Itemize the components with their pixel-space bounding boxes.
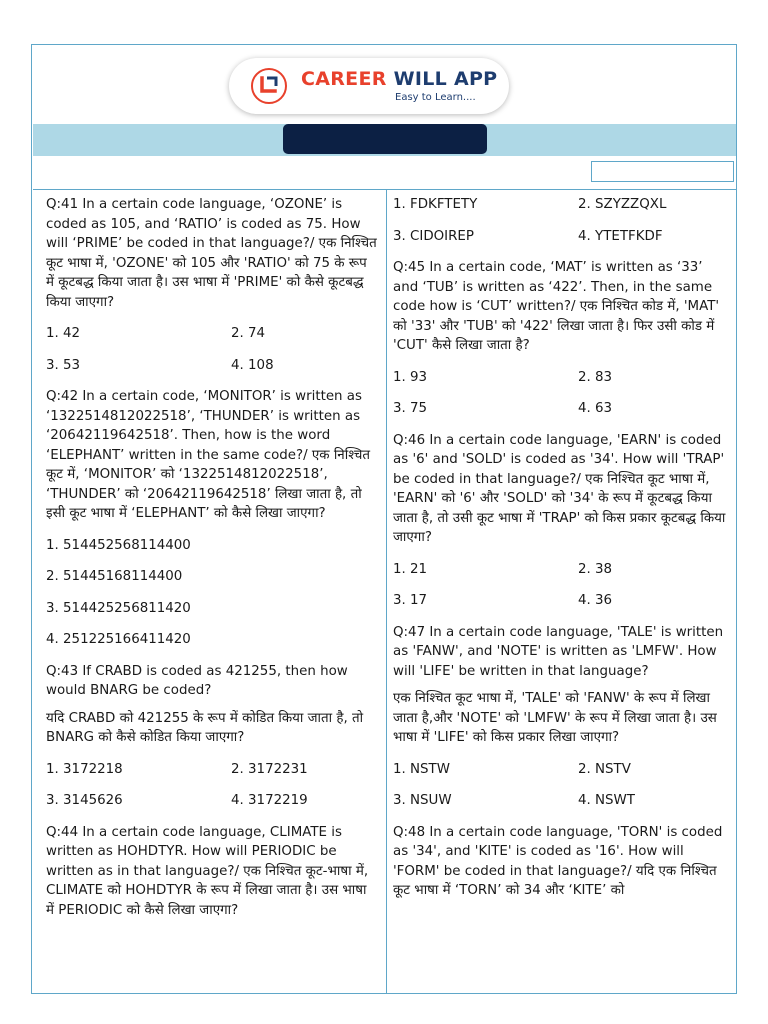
option: 2. 3172231 <box>231 761 308 777</box>
option: 1. 42 <box>46 326 81 341</box>
question-47 <box>393 623 729 748</box>
option: 3. 514425256811420 <box>46 600 191 616</box>
option: 4. 63 <box>578 401 613 416</box>
header-sub-box <box>591 161 734 182</box>
options-42 <box>46 536 378 650</box>
question-43 <box>46 662 378 748</box>
option: 2. 51445168114400 <box>46 569 183 584</box>
question-text: Q:42 In a certain code, ‘MONITOR’ is written as ‘1322514812022518’, ‘THUNDER’ is written as ‘20642119642518’. Then, how is the word ‘ELEPHANT’ written in the same code?/ एक निश्चित कूट में, ‘MONITOR’ को ‘1322514812022518’, ‘THUNDER’ को ‘20642119642518’ लिखा जाता है, तो इसी कूट भाषा में ‘ELEPHANT’ को कैसे लिखा जाएगा? <box>46 389 371 521</box>
option: 4. 108 <box>231 357 274 373</box>
option: 4. YTETFKDF <box>578 228 663 244</box>
option: 1. 93 <box>393 369 428 385</box>
option: 2. SZYZZQXL <box>578 197 667 212</box>
option: 3. 3145626 <box>46 793 123 808</box>
option: 4. NSWT <box>578 793 635 808</box>
option: 3. NSUW <box>393 793 452 808</box>
question-42 <box>46 387 378 524</box>
right-column <box>393 195 729 913</box>
question-text: Q:44 In a certain code language, CLIMATE is written as HOHDTYR. How will PERIODIC be written as in that language?/ एक निश्चित कूट-भाषा में, CLIMATE को HOHDTYR के रूप में लिखा जाता है। उस भाषा में PERIODIC को कैसे लिखा जाएगा? <box>46 824 369 918</box>
question-46 <box>393 431 729 548</box>
question-text: Q:45 In a certain code, ‘MAT’ is written as ‘33’ and ‘TUB’ is written as ‘422’. Then, in the same code how is ‘CUT’ written?/ एक निश्चित कोड में, 'MAT' को '33' और 'TUB' को '422' लिखा जाता है। फिर उसी कोड में 'CUT' कैसे लिखा जाता है? <box>393 260 720 353</box>
options-46 <box>393 560 729 611</box>
option: 4. 251225166411420 <box>46 632 191 647</box>
option: 4. 36 <box>578 593 613 608</box>
question-text: Q:48 In a certain code language, 'TORN' is coded as '34', and 'KITE' is coded as '16'. How will 'FORM' be coded in that language?/ यदि एक निश्चित कूट भाषा में ‘TORN’ को 34 और ‘KITE’ को <box>393 824 723 898</box>
options-43 <box>46 760 378 811</box>
left-column <box>46 195 378 932</box>
option: 2. NSTV <box>578 761 631 777</box>
option: 2. 74 <box>231 326 266 341</box>
question-text-english: Q:47 In a certain code language, 'TALE' is written as 'FANW', and 'NOTE' is written as 'LMFW'. How will 'LIFE' be written in that language? <box>393 624 724 679</box>
question-text-hindi: यदि CRABD को 421255 के रूप में कोडित किया जाता है, तो BNARG को कैसे कोडित किया जाएगा? <box>46 710 364 745</box>
question-text: Q:46 In a certain code language, 'EARN' is coded as '6' and 'SOLD' is coded as '34'. How will 'TRAP' be coded in that language?/ एक निश्चित कूट भाषा में, 'EARN' को '6' और 'SOLD' को '34' के रूप में कूटबद्ध किया जाता है, तो उसी कूट भाषा में 'TRAP' को किस प्रकार कूटबद्ध किया जाएगा? <box>393 432 726 545</box>
option: 3. 17 <box>393 593 428 608</box>
column-divider <box>386 190 387 994</box>
options-45 <box>393 368 729 419</box>
question-text: Q:41 In a certain code language, ‘OZONE’ is coded as 105, and ‘RATIO’ is coded as 75. How will ‘PRIME’ be coded in that language?/ एक निश्चित कूट भाषा में, 'OZONE' को 105 और 'RATIO' को 75 के रूप में कूटबद्ध किया जाता है। उस भाषा में 'PRIME' को कैसे कूटबद्ध किया जाएगा? <box>46 197 377 310</box>
option: 3. CIDOIREP <box>393 228 474 244</box>
careerwill-logo-icon <box>251 68 287 104</box>
option: 1. 514452568114400 <box>46 537 191 553</box>
option: 3. 75 <box>393 401 428 416</box>
question-48 <box>393 823 729 901</box>
question-44 <box>46 823 378 921</box>
question-41 <box>46 195 378 312</box>
question-45 <box>393 258 729 356</box>
option: 2. 38 <box>578 561 613 577</box>
option: 3. 53 <box>46 357 81 373</box>
option: 4. 3172219 <box>231 793 308 808</box>
options-44 <box>393 195 729 246</box>
question-text-english: Q:43 If CRABD is coded as 421255, then how would BNARG be coded? <box>46 663 348 698</box>
brand-tagline: Easy to Learn.... <box>395 92 476 103</box>
option: 1. FDKFTETY <box>393 197 478 212</box>
options-47 <box>393 760 729 811</box>
brand-name: CAREER WILL APP <box>301 68 498 90</box>
header-title-pill <box>283 124 487 154</box>
option: 1. 21 <box>393 561 428 577</box>
brand-logo-banner <box>229 58 509 114</box>
question-text-hindi: एक निश्चित कूट भाषा में, 'TALE' को 'FANW' के रूप में लिखा जाता है,और 'NOTE' को 'LMFW' के रूप में लिखा जाता है। उस भाषा में 'LIFE' को किस प्रकार लिखा जाएगा? <box>393 691 717 745</box>
option: 1. NSTW <box>393 761 450 777</box>
option: 2. 83 <box>578 369 613 385</box>
option: 1. 3172218 <box>46 761 123 777</box>
options-41 <box>46 324 378 375</box>
